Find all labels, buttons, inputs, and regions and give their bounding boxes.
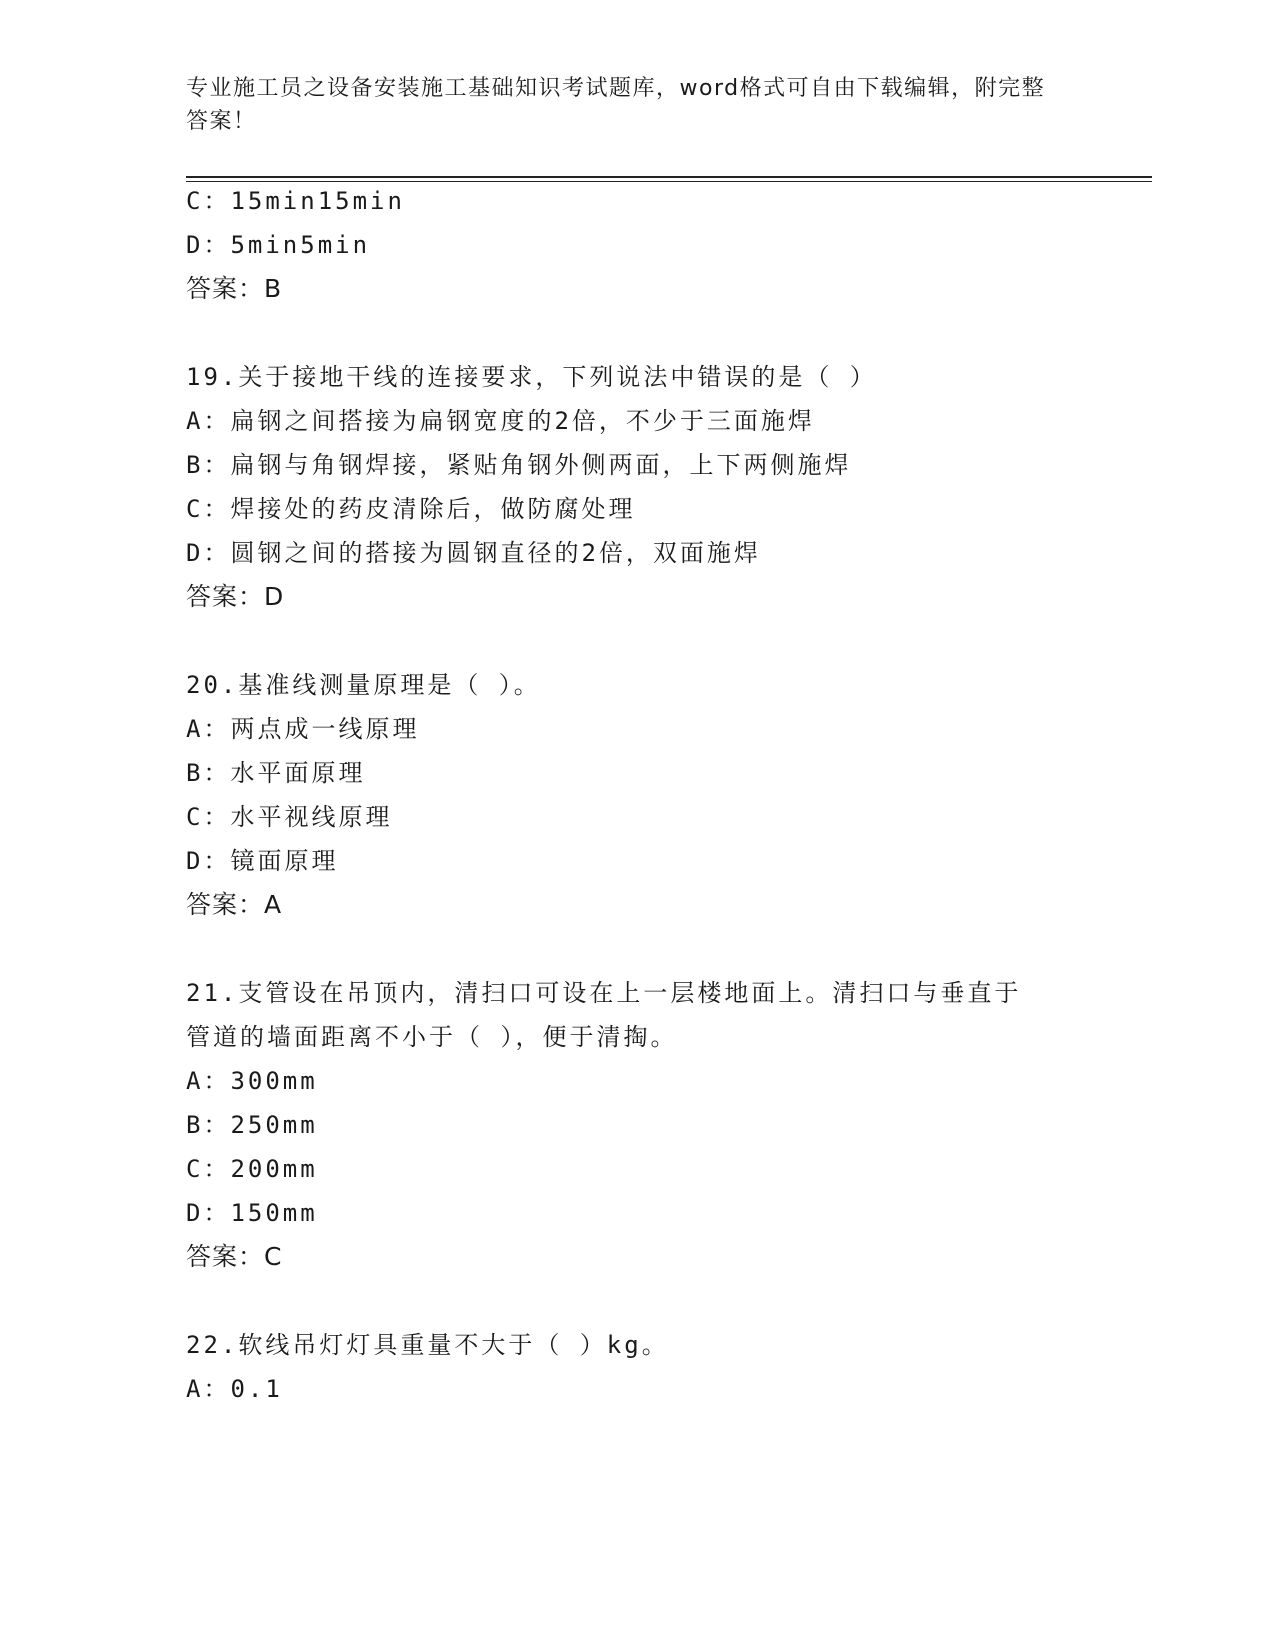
prev-answer: 答案：B [186, 274, 283, 303]
prev-option-c: C：15min15min [186, 187, 405, 215]
q19-option-b: B：扁钢与角钢焊接，紧贴角钢外侧两面，上下两侧施焊 [186, 451, 852, 479]
q19-answer: 答案：D [186, 582, 285, 611]
q19-stem: 19.关于接地干线的连接要求，下列说法中错误的是（ ） [186, 363, 877, 391]
q21-answer: 答案：C [186, 1242, 283, 1271]
q20-option-a: A：两点成一线原理 [186, 715, 420, 743]
q22-option-a: A：0.1 [186, 1375, 283, 1403]
q19-option-c: C：焊接处的药皮清除后，做防腐处理 [186, 495, 636, 523]
q20-answer: 答案：A [186, 890, 283, 919]
q21-option-c: C：200mm [186, 1155, 318, 1183]
q20-option-b: B：水平面原理 [186, 759, 366, 787]
q20-stem: 20.基准线测量原理是（ ）。 [186, 671, 541, 699]
q20-option-c: C：水平视线原理 [186, 803, 393, 831]
q19-option-a: A：扁钢之间搭接为扁钢宽度的2倍，不少于三面施焊 [186, 407, 815, 435]
prev-option-d: D：5min5min [186, 231, 371, 259]
q21-stem-line2: 管道的墙面距离不小于（ ），便于清掏。 [186, 1023, 678, 1051]
q21-option-a: A：300mm [186, 1067, 318, 1095]
header-rule-thin [186, 181, 1152, 182]
q21-option-b: B：250mm [186, 1111, 318, 1139]
q22-stem: 22.软线吊灯灯具重量不大于（ ）kg。 [186, 1331, 669, 1359]
q20-option-d: D：镜面原理 [186, 847, 339, 875]
q21-stem-line1: 21.支管设在吊顶内，清扫口可设在上一层楼地面上。清扫口与垂直于 [186, 979, 1022, 1007]
q21-option-d: D：150mm [186, 1199, 318, 1227]
header-rule-thick [186, 176, 1152, 178]
q19-option-d: D：圆钢之间的搭接为圆钢直径的2倍，双面施焊 [186, 539, 761, 567]
document-header: 专业施工员之设备安装施工基础知识考试题库，word格式可自由下载编辑，附完整答案！ [186, 76, 1046, 134]
